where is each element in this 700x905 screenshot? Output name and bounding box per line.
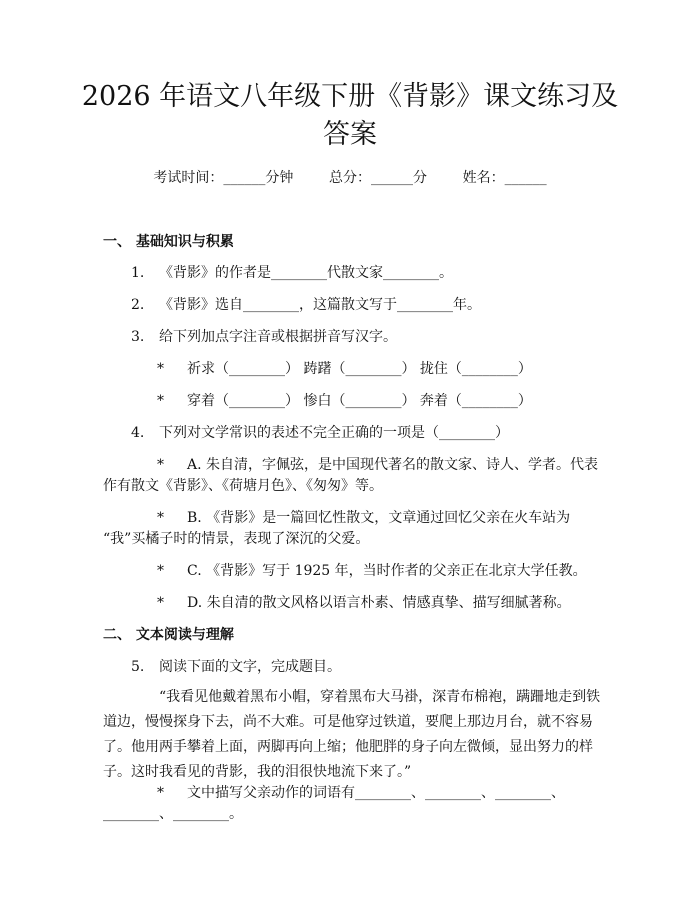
option-d-text: D. 朱自清的散文风格以语言朴素、情感真挚、描写细腻著称。 xyxy=(187,595,571,611)
question-3 xyxy=(131,326,397,346)
passage-line-3: 了。他用两手攀着上面，两脚再向上缩；他肥胖的身子向左微倾，显出努力的样 xyxy=(103,739,593,755)
question-number: 4. xyxy=(131,425,145,441)
question-2 xyxy=(131,294,481,314)
question-text: 下列对文学常识的表述不完全正确的一项是（________） xyxy=(159,425,509,441)
q3-row-1 xyxy=(157,358,532,378)
question-text: 给下列加点字注音或根据拼音写汉字。 xyxy=(159,329,397,345)
question-text: 《背影》的作者是________代散文家________。 xyxy=(159,265,453,281)
bullet-marker: * xyxy=(157,361,164,377)
question-number: 1. xyxy=(131,265,145,281)
option-a-line-1 xyxy=(157,454,598,474)
option-b-line-2: “我”买橘子时的情景，表现了深沉的父爱。 xyxy=(103,531,370,547)
q5-subquestion-line-2: ________、________。 xyxy=(103,806,243,822)
question-4 xyxy=(131,422,509,442)
reading-passage xyxy=(103,685,603,785)
question-number: 5. xyxy=(131,659,145,675)
option-d xyxy=(157,592,571,612)
passage-line-4: 子。这时我看见的背影，我的泪很快地流下来了。” xyxy=(103,764,412,780)
question-text: 《背影》选自________，这篇散文写于________年。 xyxy=(159,297,481,313)
title-line-2: 答案 xyxy=(323,119,377,150)
bullet-marker: * xyxy=(157,785,164,801)
passage-line-1: “我看见他戴着黑布小帽，穿着黑布大马褂，深青布棉袍，蹒跚地走到铁 xyxy=(159,689,601,705)
passage-line-2: 道边，慢慢探身下去，尚不大难。可是他穿过铁道，要爬上那边月台，就不容易 xyxy=(103,714,593,730)
option-a-text: A. 朱自清，字佩弦，是中国现代著名的散文家、诗人、学者。代表 xyxy=(187,457,599,473)
q5-subquestion-text: 文中描写父亲动作的词语有________、________、________、 xyxy=(187,785,565,801)
title-line-1: 2026 年语文八年级下册《背影》课文练习及 xyxy=(81,81,619,112)
question-1 xyxy=(131,262,453,282)
section-heading-1: 一、 基础知识与积累 xyxy=(103,234,234,250)
bullet-marker: * xyxy=(157,510,164,526)
option-b-line-1 xyxy=(157,507,570,527)
page-title xyxy=(70,78,630,154)
q3-row-text: 穿着（________） 惨白（________） 奔着（________） xyxy=(187,393,532,409)
option-c xyxy=(157,560,587,580)
question-text: 阅读下面的文字，完成题目。 xyxy=(159,659,341,675)
option-c-text: C. 《背影》写于 1925 年，当时作者的父亲正在北京大学任教。 xyxy=(187,563,587,579)
exam-meta: 考试时间：______分钟 总分：______分 姓名：______ xyxy=(153,170,547,186)
section-heading-2: 二、 文本阅读与理解 xyxy=(103,627,234,643)
option-b-text: B. 《背影》是一篇回忆性散文，文章通过回忆父亲在火车站为 xyxy=(187,510,571,526)
bullet-marker: * xyxy=(157,457,164,473)
q5-subquestion-line-1 xyxy=(157,782,565,802)
question-number: 3. xyxy=(131,329,145,345)
bullet-marker: * xyxy=(157,563,164,579)
question-5 xyxy=(131,656,341,676)
bullet-marker: * xyxy=(157,595,164,611)
q3-row-2 xyxy=(157,390,532,410)
option-a-line-2: 作有散文《背影》、《荷塘月色》、《匆匆》等。 xyxy=(103,478,383,494)
q3-row-text: 祈求（________） 踌躇（________） 拢住（________） xyxy=(187,361,532,377)
question-number: 2. xyxy=(131,297,145,313)
bullet-marker: * xyxy=(157,393,164,409)
